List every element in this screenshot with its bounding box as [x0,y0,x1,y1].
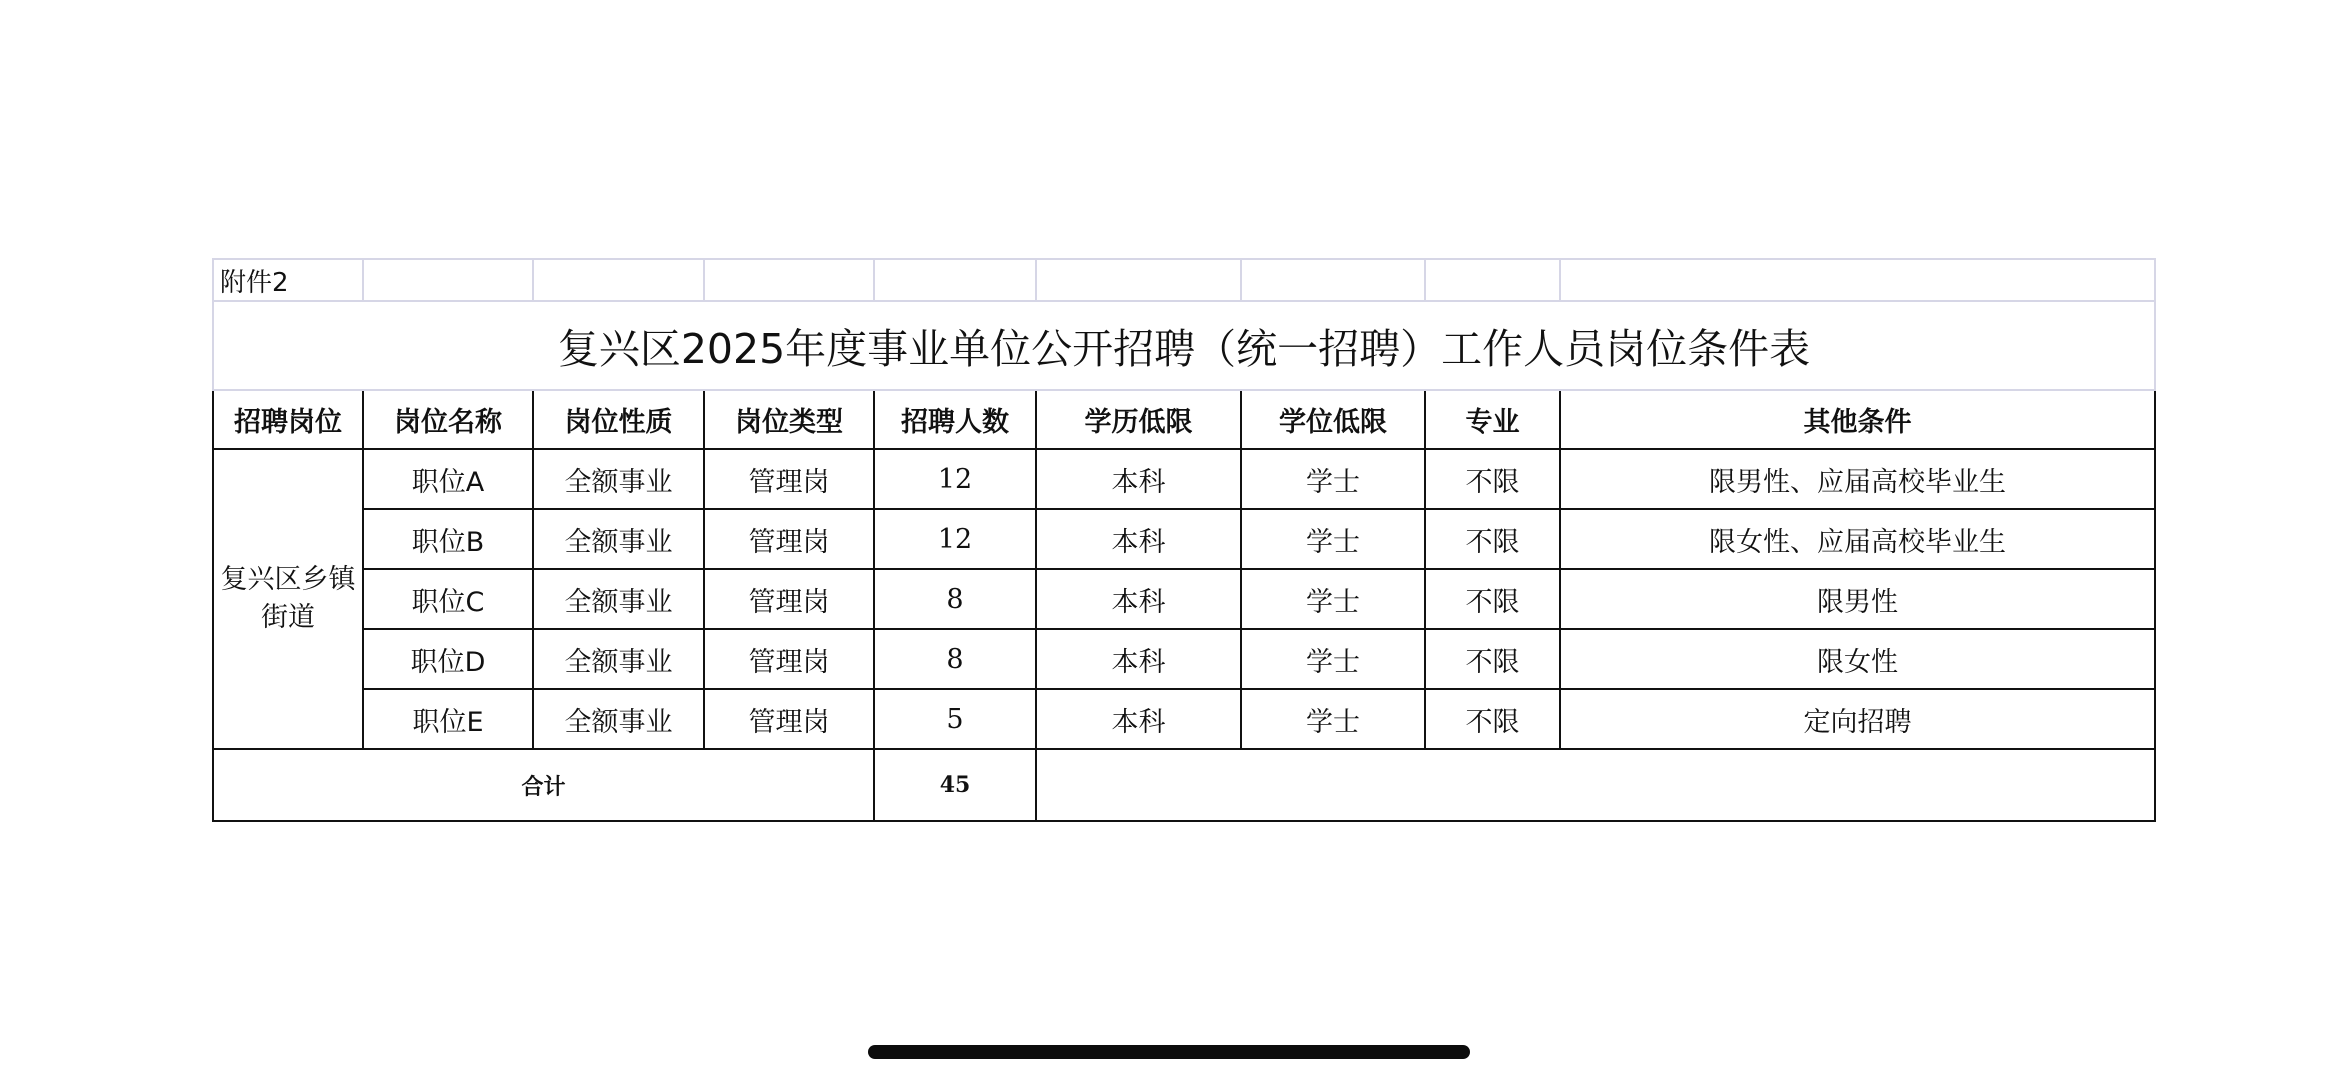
table-row [213,509,2155,569]
other-conditions: 限女性 [1560,629,2155,689]
table-row [213,629,2155,689]
position-nature: 全额事业 [533,449,704,509]
major: 不限 [1425,449,1560,509]
position-nature: 全额事业 [533,569,704,629]
header-cell: 岗位性质 [533,390,704,449]
degree-min: 学士 [1241,509,1425,569]
header-cell: 学位低限 [1241,390,1425,449]
major: 不限 [1425,689,1560,749]
major: 不限 [1425,509,1560,569]
group-cell: 复兴区乡镇 街道 [213,449,363,749]
position-count: 12 [874,509,1036,569]
title-row [213,301,2155,390]
position-count: 8 [874,629,1036,689]
empty-cell [704,259,874,301]
position-type: 管理岗 [704,509,874,569]
total-blank-cell [1036,749,2155,821]
degree-min: 学士 [1241,449,1425,509]
degree-min: 学士 [1241,689,1425,749]
position-nature: 全额事业 [533,509,704,569]
total-value: 45 [874,749,1036,821]
table-row [213,449,2155,509]
education-min: 本科 [1036,509,1241,569]
position-type: 管理岗 [704,629,874,689]
table-row [213,569,2155,629]
empty-cell [1241,259,1425,301]
home-indicator-bar[interactable] [868,1045,1470,1059]
header-cell: 招聘岗位 [213,390,363,449]
education-min: 本科 [1036,629,1241,689]
education-min: 本科 [1036,689,1241,749]
spreadsheet [212,258,2154,822]
empty-cell [874,259,1036,301]
position-count: 5 [874,689,1036,749]
education-min: 本科 [1036,449,1241,509]
header-cell: 岗位名称 [363,390,533,449]
header-row [213,390,2155,449]
position-name: 职位D [363,629,533,689]
total-label: 合计 [213,749,874,821]
empty-cell [533,259,704,301]
position-name: 职位C [363,569,533,629]
other-conditions: 定向招聘 [1560,689,2155,749]
attachment-row [213,259,2155,301]
education-min: 本科 [1036,569,1241,629]
position-nature: 全额事业 [533,629,704,689]
empty-cell [1425,259,1560,301]
total-row [213,749,2155,821]
recruitment-table [212,258,2156,822]
header-cell: 学历低限 [1036,390,1241,449]
other-conditions: 限男性 [1560,569,2155,629]
position-type: 管理岗 [704,449,874,509]
header-cell: 招聘人数 [874,390,1036,449]
table-title: 复兴区2025年度事业单位公开招聘（统一招聘）工作人员岗位条件表 [213,301,2155,390]
position-name: 职位B [363,509,533,569]
position-name: 职位A [363,449,533,509]
other-conditions: 限男性、应届高校毕业生 [1560,449,2155,509]
position-nature: 全额事业 [533,689,704,749]
position-count: 12 [874,449,1036,509]
position-name: 职位E [363,689,533,749]
empty-cell [363,259,533,301]
header-cell: 岗位类型 [704,390,874,449]
other-conditions: 限女性、应届高校毕业生 [1560,509,2155,569]
major: 不限 [1425,569,1560,629]
attachment-label: 附件2 [213,259,363,301]
major: 不限 [1425,629,1560,689]
empty-cell [1560,259,2155,301]
degree-min: 学士 [1241,629,1425,689]
position-type: 管理岗 [704,689,874,749]
position-count: 8 [874,569,1036,629]
table-row [213,689,2155,749]
degree-min: 学士 [1241,569,1425,629]
header-cell: 专业 [1425,390,1560,449]
position-type: 管理岗 [704,569,874,629]
empty-cell [1036,259,1241,301]
header-cell: 其他条件 [1560,390,2155,449]
